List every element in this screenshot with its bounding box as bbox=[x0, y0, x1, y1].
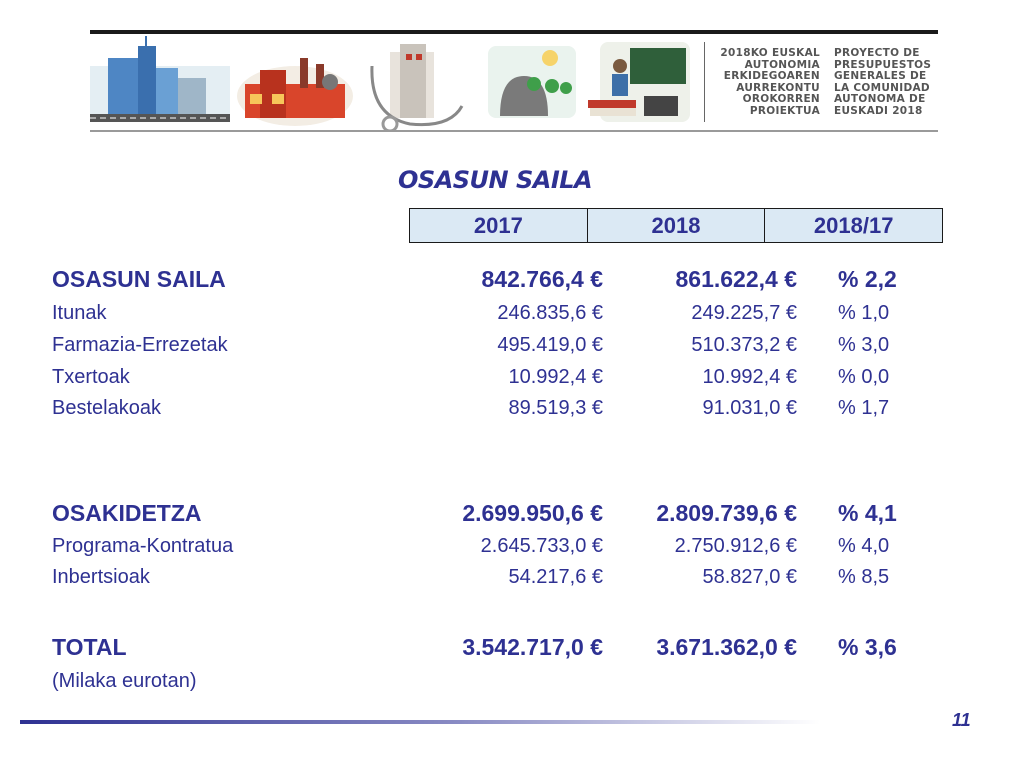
value-2018: 249.225,7 € bbox=[691, 302, 797, 324]
row-label: Itunak bbox=[52, 302, 107, 324]
value-2018: 58.827,0 € bbox=[702, 566, 797, 588]
percent-change: % 0,0 bbox=[838, 366, 890, 388]
percent-change: % 3,6 bbox=[838, 634, 897, 660]
row-label: OSAKIDETZA bbox=[52, 500, 202, 526]
percent-change: % 1,7 bbox=[838, 397, 890, 419]
row-label: Txertoak bbox=[52, 366, 130, 388]
percent-change: % 4,1 bbox=[838, 500, 897, 526]
value-2017: 89.519,3 € bbox=[508, 397, 603, 419]
value-2017: 10.992,4 € bbox=[508, 366, 603, 388]
units-note-text: (Milaka eurotan) bbox=[52, 670, 197, 692]
percent-change: % 1,0 bbox=[838, 302, 890, 324]
value-2017: 2.699.950,6 € bbox=[462, 500, 603, 526]
school-playground-icon bbox=[488, 46, 576, 118]
table-header bbox=[409, 208, 943, 243]
row-label: TOTAL bbox=[52, 634, 127, 660]
banner-caption-basque: 2018KO EUSKAL AUTONOMIA ERKIDEGOAREN AURREKONTU OROKORREN PROIEKTUA bbox=[720, 47, 820, 117]
value-2018: 91.031,0 € bbox=[702, 397, 797, 419]
row-label: Bestelakoak bbox=[52, 397, 161, 419]
value-2018: 2.809.739,6 € bbox=[656, 500, 797, 526]
value-2017: 495.419,0 € bbox=[497, 334, 603, 356]
value-2017: 2.645.733,0 € bbox=[480, 535, 603, 557]
hospital-stethoscope-icon bbox=[372, 44, 462, 131]
percent-change: % 3,0 bbox=[838, 334, 890, 356]
row-label: Inbertsioak bbox=[52, 566, 150, 588]
banner-illustration bbox=[90, 36, 690, 132]
value-2017: 842.766,4 € bbox=[481, 266, 603, 292]
value-2017: 54.217,6 € bbox=[508, 566, 603, 588]
value-2018: 861.622,4 € bbox=[675, 266, 797, 292]
city-skyline-icon bbox=[90, 36, 230, 122]
factory-icon bbox=[237, 58, 353, 126]
value-2017: 246.835,6 € bbox=[497, 302, 603, 324]
row-label: Farmazia-Errezetak bbox=[52, 334, 228, 356]
page-number: 11 bbox=[952, 710, 971, 730]
classroom-books-icon bbox=[588, 42, 690, 122]
row-label: Programa-Kontratua bbox=[52, 535, 234, 557]
value-2018: 510.373,2 € bbox=[691, 334, 797, 356]
banner-bottom-rule bbox=[90, 130, 938, 132]
footer-rule bbox=[20, 720, 820, 724]
value-2018: 10.992,4 € bbox=[702, 366, 797, 388]
banner-divider bbox=[704, 42, 705, 122]
header-change: 2018/17 bbox=[813, 213, 894, 238]
percent-change: % 8,5 bbox=[838, 566, 890, 588]
row-label: OSASUN SAILA bbox=[52, 266, 226, 292]
value-2018: 2.750.912,6 € bbox=[674, 535, 797, 557]
value-2018: 3.671.362,0 € bbox=[656, 634, 797, 660]
section-title: OSASUN SAILA bbox=[398, 166, 593, 194]
banner-caption-spanish: PROYECTO DE PRESUPUESTOS GENERALES DE LA COMUNIDAD AUTONOMA DE EUSKADI 2018 bbox=[834, 47, 932, 117]
header-2017: 2017 bbox=[410, 209, 588, 242]
header-2018: 2018 bbox=[588, 209, 766, 242]
percent-change: % 2,2 bbox=[838, 266, 897, 292]
value-2017: 3.542.717,0 € bbox=[462, 634, 603, 660]
header-banner bbox=[90, 30, 938, 134]
banner-top-rule bbox=[90, 30, 938, 34]
percent-change: % 4,0 bbox=[838, 535, 890, 557]
